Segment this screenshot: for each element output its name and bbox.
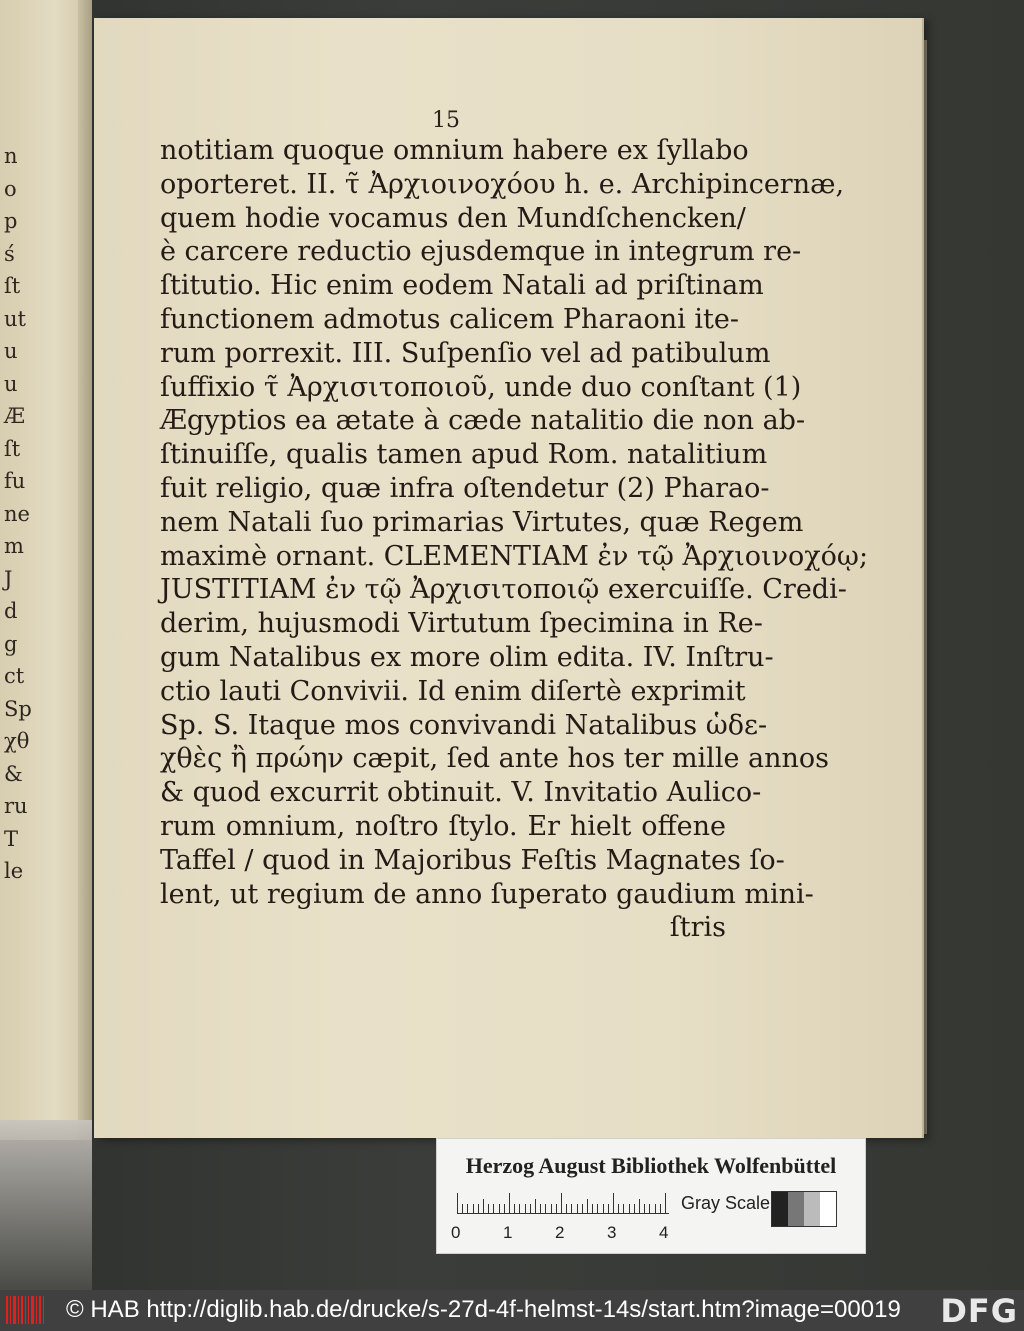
left-page-glyph: d bbox=[4, 599, 18, 623]
left-page-glyph: le bbox=[4, 859, 24, 883]
gray-swatch bbox=[788, 1192, 804, 1226]
ruler-tick bbox=[473, 1204, 474, 1213]
gray-swatch bbox=[772, 1192, 788, 1226]
text-line: ſtitutio. Hic enim eodem Natali ad priſtinam bbox=[160, 270, 764, 302]
left-page-glyph: u bbox=[4, 339, 18, 363]
ruler-tick bbox=[467, 1204, 468, 1213]
ruler-number: 3 bbox=[607, 1223, 617, 1242]
text-line: è carcere reductio ejusdemque in integrum re- bbox=[160, 236, 802, 268]
left-page-glyph: m bbox=[4, 534, 24, 558]
ruler-tick bbox=[525, 1204, 526, 1213]
ruler-tick bbox=[582, 1204, 583, 1213]
ruler-tick bbox=[613, 1193, 614, 1213]
ruler-tick bbox=[660, 1204, 661, 1213]
ruler-tick bbox=[493, 1204, 494, 1213]
barcode-bar bbox=[43, 1296, 44, 1324]
barcode-bar bbox=[36, 1296, 37, 1324]
hab-barcode-icon bbox=[6, 1296, 46, 1324]
text-line: Sp. S. Itaque mos convivandi Natalibus ὡδε- bbox=[160, 709, 768, 741]
left-page-glyph: & bbox=[4, 761, 23, 786]
ruler-tick bbox=[530, 1204, 531, 1213]
ruler-tick bbox=[509, 1193, 510, 1213]
ruler-tick bbox=[634, 1204, 635, 1213]
text-line: quem hodie vocamus den Mundſchencken/ bbox=[160, 202, 746, 234]
ruler-tick bbox=[488, 1204, 489, 1213]
left-page-glyph: Æ bbox=[4, 404, 26, 428]
barcode-bar bbox=[39, 1296, 41, 1324]
gray-scale-label: Gray Scale bbox=[681, 1193, 771, 1213]
text-line: Taffel / quod in Majoribus Feſtis Magnates ſo- bbox=[160, 844, 785, 876]
left-page-glyph: ne bbox=[4, 501, 30, 526]
ruler-tick bbox=[556, 1204, 557, 1213]
left-page-glyph: ct bbox=[4, 664, 25, 688]
ruler-tick bbox=[629, 1204, 630, 1213]
left-page-glyph: ru bbox=[4, 794, 28, 818]
left-facing-page bbox=[0, 0, 92, 1140]
left-page-glyph: ſt bbox=[4, 436, 21, 461]
text-line: nem Natali ſuo primarias Virtutes, quæ Regem bbox=[160, 506, 804, 538]
barcode-bar bbox=[21, 1296, 23, 1324]
text-line: ſuffixio τ̃ Ἀρχισιτοποιοῦ, unde duo conſtant (1) bbox=[160, 371, 802, 403]
left-page-glyph: J bbox=[4, 566, 13, 591]
text-line: ſtinuiſſe, qualis tamen apud Rom. natalitium bbox=[160, 439, 768, 471]
text-line: oporteret. II. τ̃ Ἀρχιοινοχόου h. e. Archipincernæ, bbox=[160, 168, 845, 200]
ruler-tick bbox=[561, 1193, 562, 1213]
gray-scale-bar bbox=[771, 1191, 837, 1227]
ruler-tick bbox=[535, 1199, 536, 1213]
left-page-glyph: p bbox=[4, 209, 18, 233]
ruler-tick bbox=[545, 1204, 546, 1213]
ruler-tick bbox=[639, 1199, 640, 1213]
text-line: fuit religio, quæ infra oſtendetur (2) Pharao- bbox=[160, 472, 770, 504]
ruler-number: 2 bbox=[555, 1223, 565, 1242]
text-line: JUSTITIAM ἐν τῷ Ἀρχισιτοποιῷ exercuiſſe. Credi- bbox=[160, 574, 847, 606]
text-line: χθὲς ἢ πρώην cæpit, ſed ante hos ter mille annos bbox=[160, 743, 830, 775]
footer-bar bbox=[0, 1290, 1024, 1331]
text-line: notitiam quoque omnium habere ex ſyllabo bbox=[160, 135, 749, 166]
ruler-number: 1 bbox=[503, 1223, 513, 1242]
left-page-glyph: χθ bbox=[4, 729, 30, 753]
ruler-tick bbox=[587, 1199, 588, 1213]
page-number: 15 bbox=[432, 108, 460, 133]
left-page-glyph: n bbox=[4, 144, 18, 168]
ruler-tick bbox=[551, 1204, 552, 1213]
barcode-bar bbox=[6, 1296, 8, 1324]
barcode-bar bbox=[25, 1296, 26, 1324]
left-page-glyph: g bbox=[4, 631, 18, 656]
text-line: ſtris bbox=[669, 912, 726, 944]
ruler-tick bbox=[457, 1193, 458, 1213]
text-line: Ægyptios ea ætate à cæde natalitio die non ab- bbox=[160, 405, 806, 437]
ruler-tick bbox=[608, 1204, 609, 1213]
ruler-tick bbox=[504, 1204, 505, 1213]
gray-swatch bbox=[804, 1192, 820, 1226]
text-line: functionem admotus calicem Pharaoni ite- bbox=[160, 303, 739, 335]
ruler-tick bbox=[499, 1204, 500, 1213]
barcode-bar bbox=[31, 1296, 34, 1324]
page-text bbox=[160, 134, 869, 945]
ruler-tick bbox=[665, 1193, 666, 1213]
barcode-bar bbox=[10, 1296, 11, 1324]
barcode-bar bbox=[28, 1296, 29, 1324]
ruler-baseline bbox=[457, 1213, 669, 1214]
ruler-tick bbox=[566, 1204, 567, 1213]
left-page-glyph: Sp bbox=[4, 696, 32, 721]
ruler-tick bbox=[483, 1199, 484, 1213]
left-page-text bbox=[4, 140, 44, 888]
ruler-tick bbox=[618, 1204, 619, 1213]
ruler-tick bbox=[655, 1204, 656, 1213]
ruler-tick bbox=[577, 1204, 578, 1213]
left-page-glyph: T bbox=[4, 826, 19, 851]
left-page-glyph: u bbox=[4, 371, 18, 396]
text-line: & quod excurrit obtinuit. V. Invitatio Aulico- bbox=[160, 777, 762, 809]
text-line: derim, hujusmodi Virtutum ſpecimina in Re- bbox=[160, 608, 763, 640]
scale-ruler bbox=[457, 1191, 677, 1219]
text-line: lent, ut regium de anno ſuperato gaudium mini- bbox=[160, 878, 814, 910]
ruler-tick bbox=[478, 1204, 479, 1213]
ruler-tick bbox=[644, 1204, 645, 1213]
ruler-tick bbox=[514, 1204, 515, 1213]
text-line: rum porrexit. III. Suſpenſio vel ad patibulum bbox=[160, 337, 771, 369]
ruler-tick bbox=[519, 1204, 520, 1213]
ruler-tick bbox=[462, 1204, 463, 1213]
text-line: gum Natalibus ex more olim edita. IV. Inſtru- bbox=[160, 641, 774, 673]
text-line: rum omnium, noſtro ſtylo. Er hielt offene bbox=[160, 810, 726, 842]
left-page-glyph: o bbox=[4, 176, 17, 201]
library-label bbox=[436, 1138, 866, 1254]
ruler-number: 4 bbox=[659, 1223, 669, 1242]
ruler-tick bbox=[649, 1204, 650, 1213]
text-line: ctio lauti Convivii. Id enim diſertè exprimit bbox=[160, 675, 746, 707]
left-page-glyph: ut bbox=[4, 306, 26, 331]
ruler-tick bbox=[597, 1204, 598, 1213]
ruler-tick bbox=[623, 1204, 624, 1213]
barcode-bar bbox=[18, 1296, 19, 1324]
text-line: maximè ornant. CLEMENTIAM ἐν τῷ Ἀρχιοινοχόῳ; bbox=[160, 540, 869, 572]
gray-swatch bbox=[820, 1192, 836, 1226]
dfg-logo: DFG bbox=[940, 1292, 1018, 1330]
left-page-glyph: ś bbox=[4, 241, 15, 266]
ruler-tick bbox=[592, 1204, 593, 1213]
footer-link[interactable]: © HAB http://diglib.hab.de/drucke/s-27d-4f-helmst-14s/start.htm?image=00019 bbox=[66, 1296, 901, 1323]
barcode-bar bbox=[13, 1296, 16, 1324]
ruler-tick bbox=[571, 1204, 572, 1213]
ruler-number: 0 bbox=[451, 1223, 461, 1242]
left-page-glyph: fu bbox=[4, 469, 26, 493]
left-page-glyph: ſt bbox=[4, 274, 21, 298]
library-name: Herzog August Bibliothek Wolfenbüttel bbox=[465, 1153, 837, 1178]
ruler-tick bbox=[603, 1204, 604, 1213]
left-page-shadow bbox=[0, 1120, 92, 1310]
ruler-tick bbox=[540, 1204, 541, 1213]
left-page-edge bbox=[78, 0, 92, 1140]
